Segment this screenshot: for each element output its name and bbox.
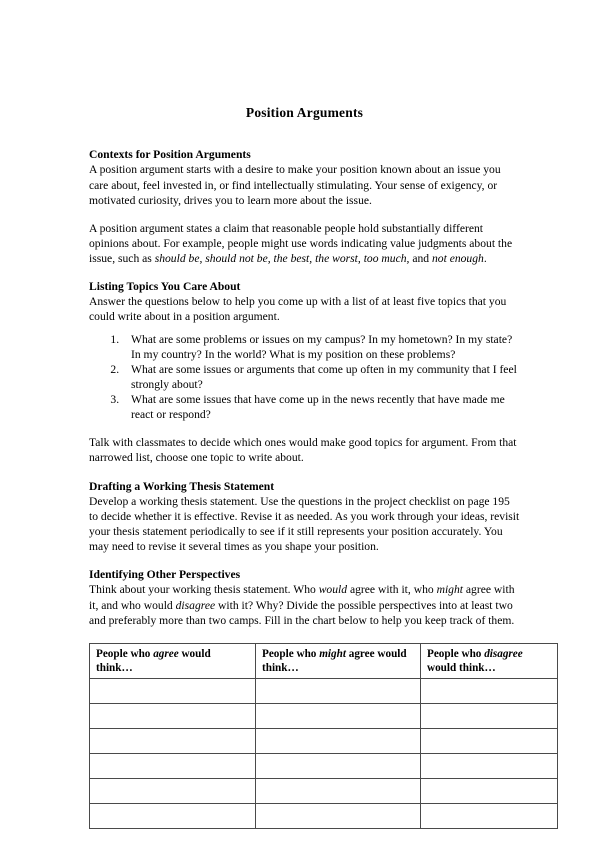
section-heading-perspectives: Identifying Other Perspectives (89, 568, 241, 582)
table-header-row (90, 643, 558, 678)
section-spacer-3 (89, 554, 520, 567)
perspectives-text-4: with it? Why? Divide the possible perspectives into at least two and preferably more than two camps. Fill in the chart below to help you keep track of them. (89, 598, 515, 627)
table-cell-blank[interactable] (421, 804, 558, 829)
contexts-p2-emphasis-2: not enough (431, 252, 484, 265)
perspectives-chart-head (90, 643, 558, 678)
list-item: 2. What are some issues or arguments that come up often in my community that I feel strongly about? (122, 362, 520, 392)
perspectives-emphasis-disagree: disagree (175, 598, 216, 612)
table-row[interactable] (90, 779, 558, 804)
perspectives-text-3: agree with it, and who would (89, 583, 515, 612)
table-cell-blank[interactable] (421, 729, 558, 754)
table-cell-blank[interactable] (256, 754, 421, 779)
column-header-might-prefix: People who (262, 647, 320, 660)
perspectives-text-2: agree with it, who (347, 583, 437, 597)
section-heading-contexts: Contexts for Position Arguments (89, 148, 251, 162)
table-cell-blank[interactable] (90, 729, 256, 754)
column-header-disagree-suffix: would think… (427, 661, 496, 674)
table-cell-blank[interactable] (256, 704, 421, 729)
list-item: 1. What are some problems or issues on my campus? In my hometown? In my state? In my country? In the world? What is my position on these problems? (122, 332, 520, 362)
column-header-agree-prefix: People who (96, 647, 154, 660)
table-cell-blank[interactable] (90, 804, 256, 829)
table-row[interactable] (90, 704, 558, 729)
contexts-p2-conjunction: and (409, 252, 432, 265)
table-cell-blank[interactable] (421, 779, 558, 804)
column-header-might-suffix: agree would think… (262, 647, 407, 674)
perspectives-chart (89, 643, 558, 829)
list-spacer (89, 422, 520, 435)
column-header-disagree-prefix: People who (427, 647, 485, 660)
perspectives-emphasis-might: might (436, 583, 463, 597)
contexts-paragraph-2 (89, 221, 520, 266)
list-item: 3. What are some issues that have come up in the news recently that have made me react or respond? (122, 392, 520, 422)
section-spacer (89, 266, 520, 279)
section-listing-topics (89, 279, 520, 422)
perspectives-paragraph (89, 582, 520, 627)
column-header-might (256, 643, 421, 678)
contexts-p2-emphasis-1: should be, should not be, the best, the worst, too much, (154, 252, 410, 265)
table-cell-blank[interactable] (256, 729, 421, 754)
topic-question-list (89, 332, 520, 423)
table-cell-blank[interactable] (256, 779, 421, 804)
table-row[interactable] (90, 679, 558, 704)
page-title: Position Arguments (245, 105, 364, 120)
perspectives-emphasis-would: would (318, 583, 348, 597)
section-drafting-thesis (89, 479, 520, 555)
paragraph-spacer (89, 208, 520, 221)
column-header-agree-suffix: would think… (96, 647, 211, 674)
column-header-disagree (421, 643, 558, 678)
section-identifying-perspectives (89, 567, 520, 628)
table-row[interactable] (90, 804, 558, 829)
section-spacer-2 (89, 466, 520, 479)
contexts-paragraph-1: A position argument starts with a desire to make your position known about an issue you care about, feel invested in, or find intellectually stimulating. Your sense of exigency, or motivated curiosity, drives you to learn more about the issue. (89, 163, 501, 207)
listing-topics-intro: Answer the questions below to help you come up with a list of at least five topics that you could write about in a position argument. (89, 295, 507, 324)
table-cell-blank[interactable] (421, 704, 558, 729)
section-heading-listing-topics: Listing Topics You Care About (89, 280, 241, 294)
contexts-p2-period: . (483, 252, 487, 265)
table-cell-blank[interactable] (256, 804, 421, 829)
table-cell-blank[interactable] (90, 704, 256, 729)
column-header-might-emphasis: might (319, 647, 346, 660)
perspectives-chart-body (90, 679, 558, 829)
column-header-agree (90, 643, 256, 678)
column-header-agree-emphasis: agree (153, 647, 179, 660)
column-header-disagree-emphasis: disagree (484, 647, 523, 660)
section-heading-drafting: Drafting a Working Thesis Statement (89, 479, 275, 493)
table-row[interactable] (90, 729, 558, 754)
perspectives-text-1: Think about your working thesis statement. Who (89, 583, 319, 597)
table-cell-blank[interactable] (421, 754, 558, 779)
table-cell-blank[interactable] (90, 754, 256, 779)
table-cell-blank[interactable] (90, 779, 256, 804)
table-cell-blank[interactable] (421, 679, 558, 704)
listing-topics-closing: Talk with classmates to decide which ones would make good topics for argument. From that narrowed list, choose one topic to write about. (89, 436, 517, 465)
table-row[interactable] (90, 754, 558, 779)
table-cell-blank[interactable] (256, 679, 421, 704)
drafting-paragraph: Develop a working thesis statement. Use the questions in the project checklist on page 195 to decide whether it is effective. Revise it as needed. As you work through your ideas, revisit your thesis statement periodically to see if it still represents your position accurately. You may need to revise it several times as you shape your position. (89, 494, 520, 554)
table-cell-blank[interactable] (90, 679, 256, 704)
contexts-p2-text-lead: A position argument states a claim that reasonable people hold substantially different opinions about. For example, people might use words indicating value judgments about the issue, such as (89, 221, 513, 265)
section-contexts (89, 147, 520, 208)
